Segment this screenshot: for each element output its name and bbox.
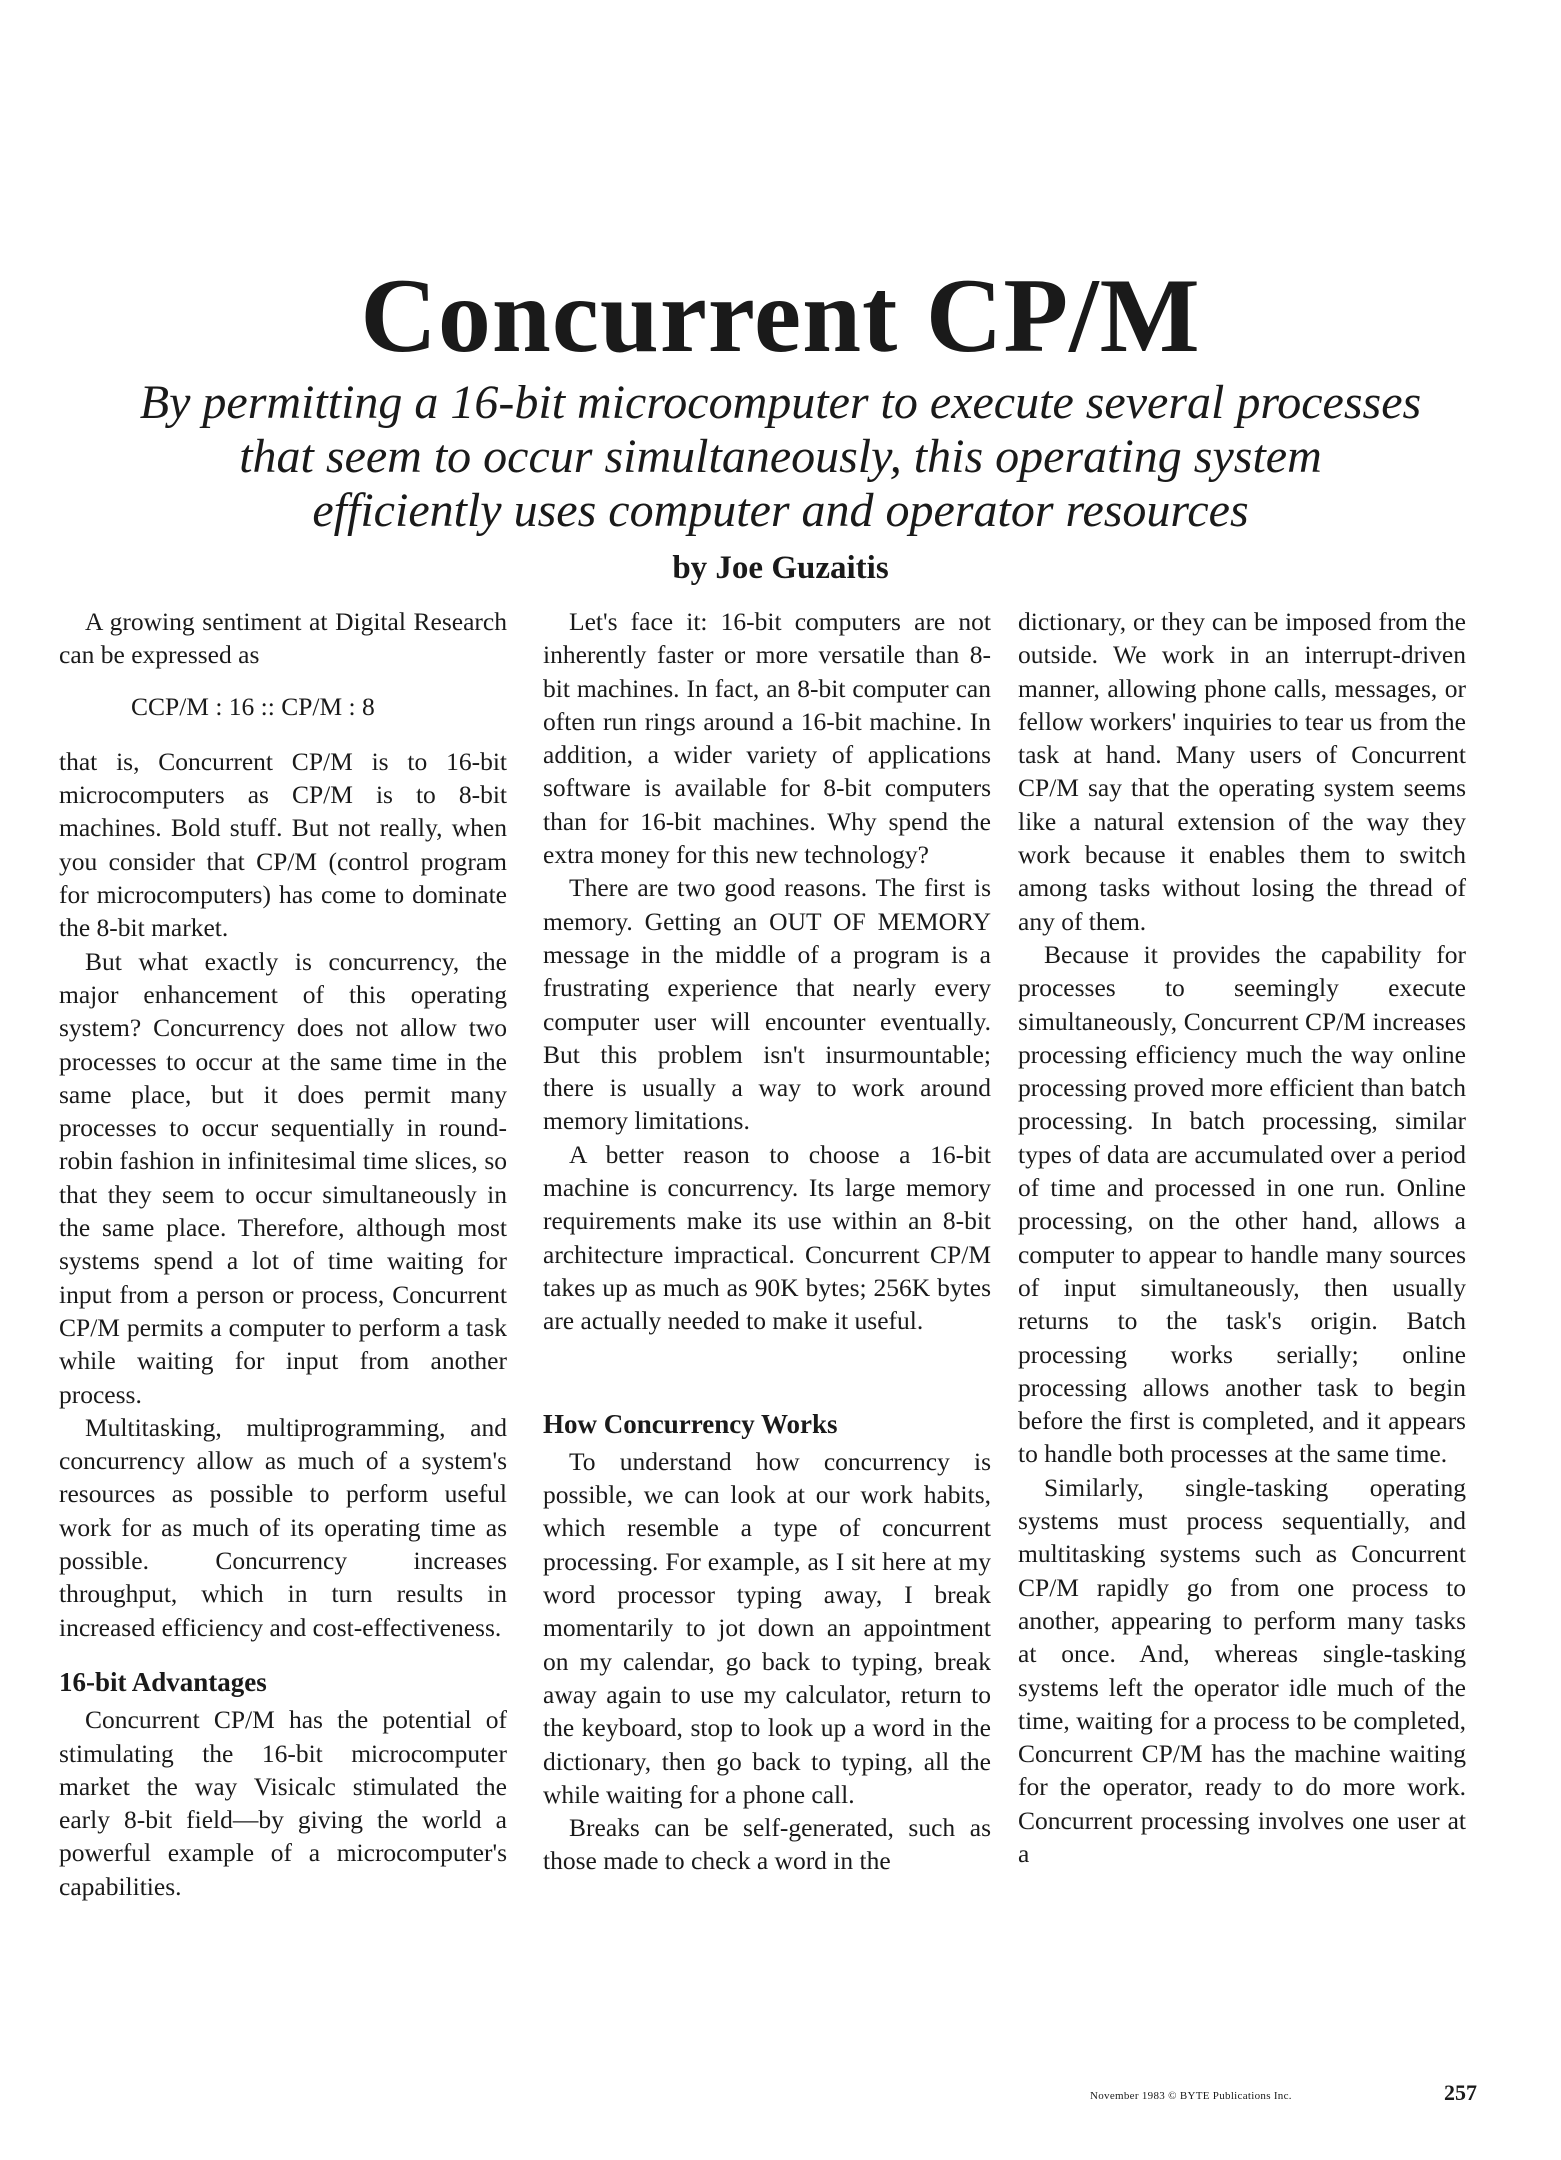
paragraph: Multitasking, multiprogramming, and concurrency allow as much of a system's resources as possible to perform useful work for as much of its operating time as possible. Concurrency increases throughput, which in turn results in increased efficiency and cost-effectiveness.	[59, 1412, 507, 1642]
column-2	[543, 605, 991, 1878]
paragraph: Because it provides the capability for processes to seemingly execute simultaneously, Concurrent CP/M increases processing efficiency much the way online processing proved more efficient than batch processing. In batch processing, similar types of data are accumulated over a period of time and processed in one run. Online processing, on the other hand, allows a computer to appear to handle many sources of input simultaneously, then usually returns to the task's origin. Batch processing works serially; online processing allows another task to begin before the first is completed, and it appears to handle both processes at the same time.	[1018, 939, 1466, 1469]
byline: by Joe Guzaitis	[672, 550, 889, 586]
column-3	[1018, 605, 1466, 1870]
paragraph: There are two good reasons. The first is memory. Getting an OUT OF MEMORY message in the middle of a program is a frustrating experience that nearly every computer user will encounter eventually. But this problem isn't insurmountable; there is usually a way to work around memory limitations.	[543, 873, 991, 1136]
formula: CCP/M : 16 :: CP/M : 8	[131, 691, 375, 721]
paragraph: that is, Concurrent CP/M is to 16-bit microcomputers as CP/M is to 8-bit machines. Bold stuff. But not really, when you consider that CP/M (control program for microcomputers) has come to dominate the 8-bit market.	[59, 746, 507, 943]
paragraph: Breaks can be self-generated, such as those made to check a word in the	[543, 1813, 991, 1876]
paragraph: But what exactly is concurrency, the major enhancement of this operating system? Concurrency does not allow two processes to occur at the same time in the same place, but it does permit many processes to occur sequentially in round-robin fashion in infinitesimal time slices, so that they seem to occur simultaneously in the same place. Therefore, although most systems spend a lot of time waiting for input from a person or process, Concurrent CP/M permits a computer to perform a task while waiting for input from another process.	[59, 946, 507, 1409]
section-heading: 16-bit Advantages	[59, 1666, 267, 1697]
paragraph: Let's face it: 16-bit computers are not inherently faster or more versatile than 8-bit machines. In fact, an 8-bit computer can often run rings around a 16-bit machine. In addition, a wider variety of applications software is available for 8-bit computers than for 16-bit machines. Why spend the extra money for this new technology?	[543, 607, 991, 870]
section-heading: How Concurrency Works	[543, 1408, 838, 1439]
subtitle-line-2: that seem to occur simultaneously, this operating system	[239, 430, 1322, 483]
paragraph: A better reason to choose a 16-bit machine is concurrency. Its large memory requirements make its use within an 8-bit architecture impractical. Concurrent CP/M takes up as much as 90K bytes; 256K bytes are actually needed to make it useful.	[543, 1139, 991, 1336]
article-subtitle	[40, 376, 1521, 538]
article-title: Concurrent CP/M	[360, 257, 1201, 374]
paragraph: Similarly, single-tasking operating systems must process sequentially, and multitasking systems such as Concurrent CP/M rapidly go from one process to another, appearing to perform many tasks at once. And, whereas single-tasking systems left the operator idle much of the time, waiting for a process to be completed, Concurrent CP/M has the machine waiting for the operator, ready to do more work. Concurrent processing involves one user at a	[1018, 1472, 1466, 1868]
paragraph: A growing sentiment at Digital Research can be expressed as	[59, 607, 507, 670]
page-number: 257	[1444, 2080, 1477, 2105]
subtitle-line-3: efficiently uses computer and operator resources	[312, 484, 1249, 537]
paragraph: dictionary, or they can be imposed from the outside. We work in an interrupt-driven manner, allowing phone calls, messages, or fellow workers' inquiries to tear us from the task at hand. Many users of Concurrent CP/M say that the operating system seems like a natural extension of the way they work because it enables them to switch among tasks without losing the thread of any of them.	[1018, 607, 1466, 936]
paragraph: Concurrent CP/M has the potential of stimulating the 16-bit microcomputer market the way Visicalc stimulated the early 8-bit field—by giving the world a powerful example of a microcomputer's capabilities.	[59, 1705, 507, 1901]
footer-credit: November 1983 © BYTE Publications Inc.	[1090, 2090, 1292, 2102]
subtitle-line-1: By permitting a 16-bit microcomputer to execute several processes	[139, 376, 1422, 429]
column-1	[59, 605, 507, 1903]
paragraph: To understand how concurrency is possible, we can look at our work habits, which resemble a type of concurrent processing. For example, as I sit here at my word processor typing away, I break momentarily to jot down an appointment on my calendar, go back to typing, break away again to use my calculator, return to the keyboard, stop to look up a word in the dictionary, then go back to typing, all the while waiting for a phone call.	[543, 1446, 991, 1809]
